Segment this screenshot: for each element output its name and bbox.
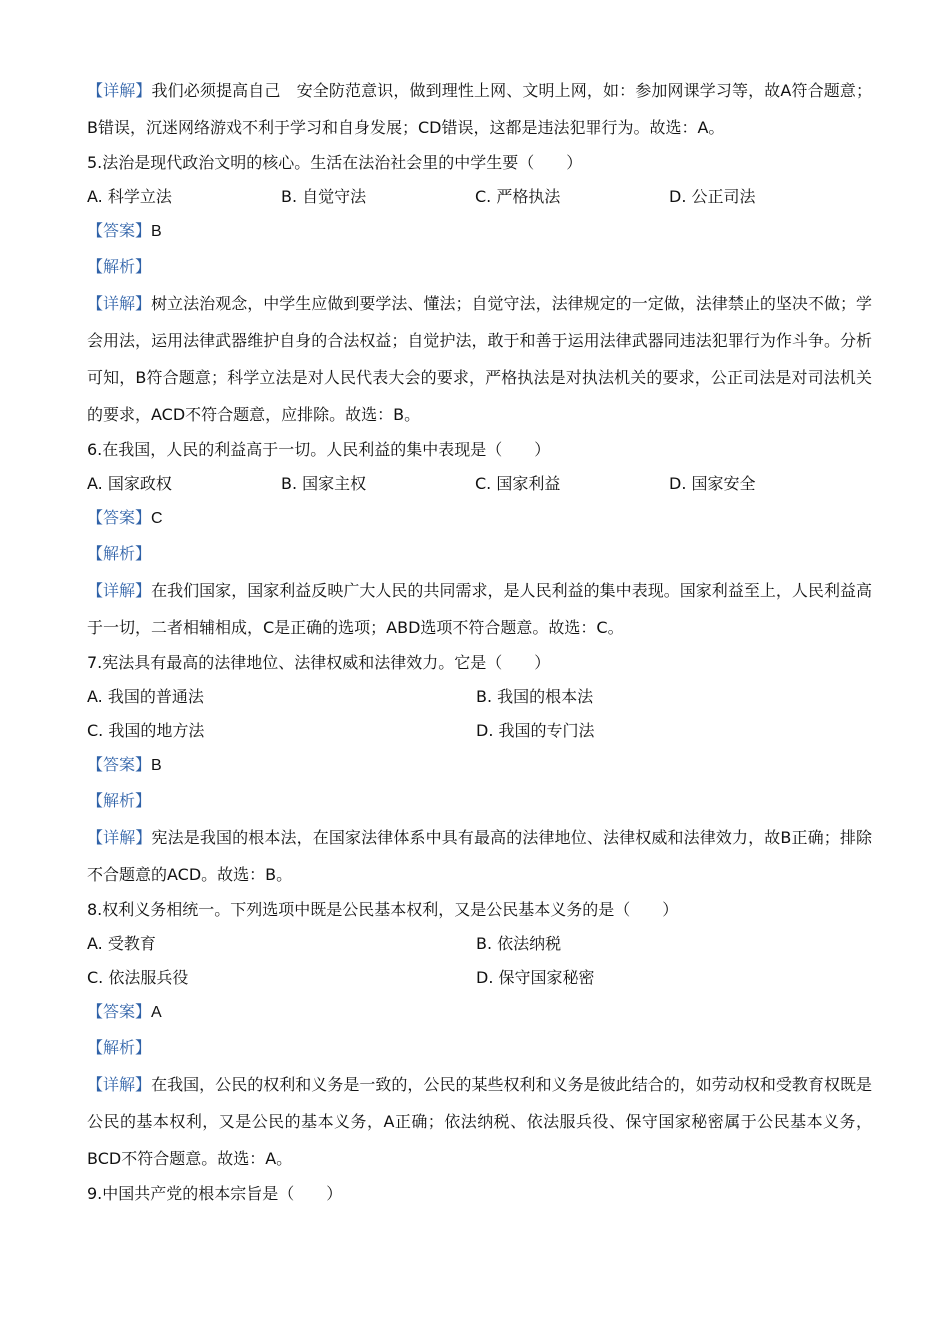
q9-question: 9.中国共产党的根本宗旨是（ ） bbox=[87, 1184, 343, 1203]
document-page bbox=[87, 72, 872, 1211]
q5-analysis-tag: 【解析】 bbox=[87, 257, 152, 276]
q7-question: 7.宪法具有最高的法律地位、法律权威和法律效力。它是（ ） bbox=[87, 653, 551, 672]
q7-option-d: D. 我国的专门法 bbox=[476, 721, 595, 740]
q7-answer-value: B bbox=[151, 757, 162, 774]
q7-option-b: B. 我国的根本法 bbox=[476, 687, 594, 706]
q7-detail-text: 宪法是我国的根本法，在国家法律体系中具有最高的法律地位、法律权威和法律效力，故B正确；排除不合题意的ACD。故选：B。 bbox=[87, 828, 872, 884]
q8-detail-text: 在我国，公民的权利和义务是一致的，公民的某些权利和义务是彼此结合的，如劳动权和受教育权既是公民的基本权利，又是公民的基本义务，A正确；依法纳税、依法服兵役、保守国家秘密属于公民基本义务，BCD不符合题意。故选：A。 bbox=[87, 1075, 872, 1168]
q8-analysis-tag: 【解析】 bbox=[87, 1038, 152, 1057]
q5-options bbox=[87, 180, 872, 214]
q5-answer bbox=[87, 214, 872, 249]
q6-detail-tag: 【详解】 bbox=[87, 581, 152, 600]
q7-option-a: A. 我国的普通法 bbox=[87, 687, 204, 706]
q6-question: 6.在我国，人民的利益高于一切。人民利益的集中表现是（ ） bbox=[87, 440, 551, 459]
q8-option-d: D. 保守国家秘密 bbox=[476, 968, 595, 987]
q7-options-row1 bbox=[87, 680, 872, 714]
q6-detail bbox=[87, 572, 872, 646]
q7-option-c: C. 我国的地方法 bbox=[87, 721, 205, 740]
q6-option-b: B. 国家主权 bbox=[281, 474, 367, 493]
q8-detail-tag: 【详解】 bbox=[87, 1075, 152, 1094]
q4-detail bbox=[87, 72, 872, 146]
q5-option-b: B. 自觉守法 bbox=[281, 187, 367, 206]
q8-options-row1 bbox=[87, 927, 872, 961]
q8-options-row2 bbox=[87, 961, 872, 995]
q8-option-c: C. 依法服兵役 bbox=[87, 968, 189, 987]
q6-answer-tag: 【答案】 bbox=[87, 508, 152, 527]
q6-option-c: C. 国家利益 bbox=[475, 474, 561, 493]
q6-answer-value: C bbox=[151, 510, 163, 527]
q8-answer-tag: 【答案】 bbox=[87, 1002, 152, 1021]
q8-option-b: B. 依法纳税 bbox=[476, 934, 562, 953]
q6-options bbox=[87, 467, 872, 501]
q8-option-a: A. 受教育 bbox=[87, 934, 156, 953]
q5-option-a: A. 科学立法 bbox=[87, 187, 172, 206]
q4-detail-tag: 【详解】 bbox=[87, 81, 152, 100]
q5-detail-tag: 【详解】 bbox=[87, 294, 152, 313]
q6-detail-text: 在我们国家，国家利益反映广大人民的共同需求，是人民利益的集中表现。国家利益至上，人民利益高于一切，二者相辅相成，C是正确的选项；ABD选项不符合题意。故选：C。 bbox=[87, 581, 872, 637]
q6-option-a: A. 国家政权 bbox=[87, 474, 172, 493]
q5-answer-tag: 【答案】 bbox=[87, 221, 152, 240]
q8-question: 8.权利义务相统一。下列选项中既是公民基本权利，又是公民基本义务的是（ ） bbox=[87, 900, 679, 919]
q6-option-d: D. 国家安全 bbox=[669, 474, 756, 493]
q7-detail-tag: 【详解】 bbox=[87, 828, 152, 847]
q7-detail bbox=[87, 819, 872, 893]
q7-options-row2 bbox=[87, 714, 872, 748]
q8-answer bbox=[87, 995, 872, 1030]
q8-answer-value: A bbox=[151, 1004, 162, 1021]
q5-answer-value: B bbox=[151, 223, 162, 240]
q6-answer bbox=[87, 501, 872, 536]
q5-detail bbox=[87, 285, 872, 433]
q7-answer-tag: 【答案】 bbox=[87, 755, 152, 774]
q5-question: 5.法治是现代政治文明的核心。生活在法治社会里的中学生要（ ） bbox=[87, 153, 583, 172]
q4-detail-text: 我们必须提高自己 安全防范意识，做到理性上网、文明上网，如：参加网课学习等，故A符合题意；B错误，沉迷网络游戏不利于学习和自身发展；CD错误，这都是违法犯罪行为。故选：A。 bbox=[87, 81, 872, 137]
q8-detail bbox=[87, 1066, 872, 1177]
q7-analysis-tag: 【解析】 bbox=[87, 791, 152, 810]
q5-option-c: C. 严格执法 bbox=[475, 187, 561, 206]
q6-analysis-tag: 【解析】 bbox=[87, 544, 152, 563]
q5-option-d: D. 公正司法 bbox=[669, 187, 756, 206]
q5-detail-text: 树立法治观念，中学生应做到要学法、懂法；自觉守法，法律规定的一定做，法律禁止的坚决不做；学会用法，运用法律武器维护自身的合法权益；自觉护法，敢于和善于运用法律武器同违法犯罪行为作斗争。分析可知，B符合题意；科学立法是对人民代表大会的要求，严格执法是对执法机关的要求，公正司法是对司法机关的要求，ACD不符合题意，应排除。故选：B。 bbox=[87, 294, 872, 424]
q7-answer bbox=[87, 748, 872, 783]
